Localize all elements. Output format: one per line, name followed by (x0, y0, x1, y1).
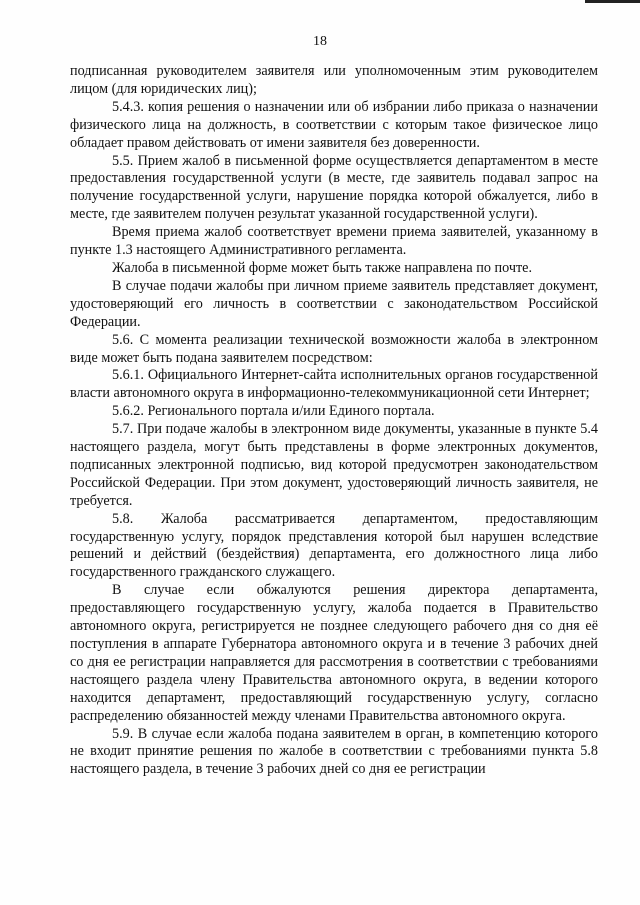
paragraph-continuation: подписанная руководителем заявителя или уполномоченным этим руководителем лицом (для юридических лиц); (70, 63, 598, 97)
paragraph-5-9: 5.9. В случае если жалоба подана заявителем в орган, в компетенцию которого не входит принятие решения по жалобе в соответствии с требованиями пункта 5.8 настоящего раздела, в течение 3 рабочих дней со дня ее регистрации (70, 725, 598, 778)
paragraph-5-4-3: 5.4.3. копия решения о назначении или об избрании либо приказа о назначении физического лица на должность, в соответствии с которым такое физическое лицо обладает правом действовать от имени заявителя без доверенности. (70, 98, 598, 151)
page-number: 18 (313, 34, 327, 49)
paragraph-by-mail: Жалоба в письменной форме может быть также направлена по почте. (112, 259, 533, 276)
scan-edge-mark (585, 0, 640, 3)
paragraph-reception-time: Время приема жалоб соответствует времени приема заявителей, указанному в пункте 1.3 настоящего Административного регламента. (70, 224, 598, 259)
document-body (70, 63, 598, 779)
paragraph-5-7: 5.7. При подаче жалобы в электронном виде документы, указанные в пункте 5.4 настоящего раздела, могут быть представлены в форме электронных документов, подписанных электронной подписью, вид которой предусмотрен законодательством Российской Федерации. При этом документ, удостоверяющий личность заявителя, не требуется. (70, 421, 598, 509)
paragraph-personal-reception: В случае подачи жалобы при личном приеме заявитель представляет документ, удостоверяющий его личность в соответствии с законодательством Российской Федерации. (70, 277, 598, 330)
paragraph-director-appeal: В случае если обжалуются решения директора департамента, предоставляющего государственную услугу, жалоба подается в Правительство автономного округа, регистрируется не позднее следующего рабочего дня со дня её поступления в аппарате Губернатора автономного округа и в течение 3 рабочих дней со дня ее регистрации направляется для рассмотрения в соответствии с требованиями настоящего раздела члену Правительства автономного округа, в ведении которого находится департамент, предоставляющий государственную услугу, согласно распределению обязанностей между членами Правительства автономного округа. (70, 582, 598, 724)
paragraph-5-8: 5.8. Жалоба рассматривается департаментом, предоставляющим государственную услугу, порядок представления которой был нарушен вследствие решений и действий (бездействия) департамента, его должностного лица либо государственного гражданского служащего. (70, 510, 598, 581)
paragraph-5-6-1: 5.6.1. Официального Интернет-сайта исполнительных органов государственной власти автономного округа в информационно-телекоммуникационной сети Интернет; (70, 367, 598, 402)
paragraph-5-6: 5.6. С момента реализации технической возможности жалоба в электронном виде может быть подана заявителем посредством: (70, 331, 598, 366)
paragraph-5-6-2: 5.6.2. Регионального портала и/или Единого портала. (112, 403, 435, 420)
paragraph-5-5: 5.5. Прием жалоб в письменной форме осуществляется департаментом в месте предоставления государственной услуги (в месте, где заявитель подавал запрос на получение государственной услуги, нарушение порядка которой обжалуется, либо в месте, где заявителем получен результат указанной государственной услуги). (70, 152, 598, 223)
